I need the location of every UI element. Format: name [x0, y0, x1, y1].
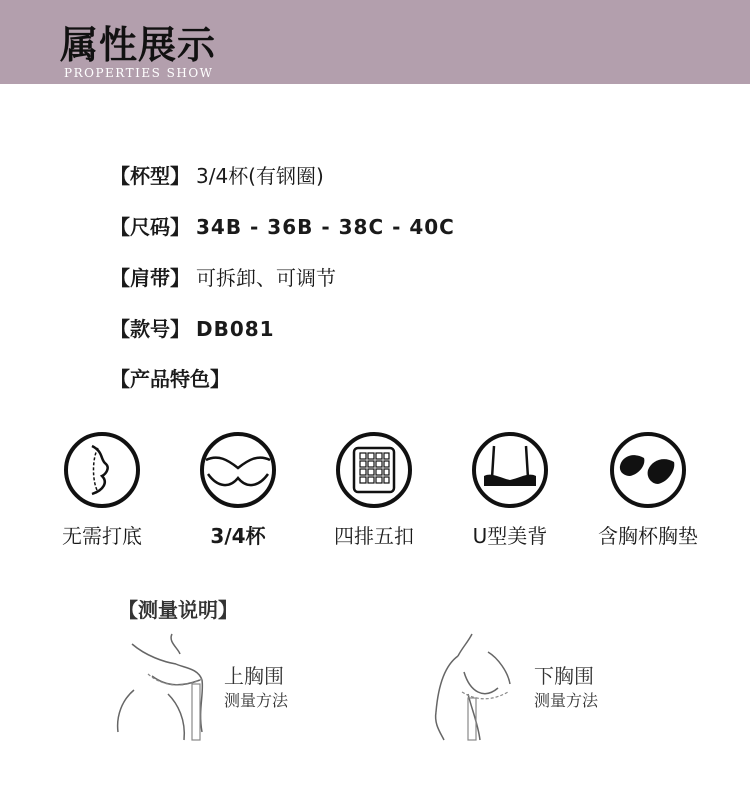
hook-grid-icon — [334, 430, 414, 510]
property-value: 34B - 36B - 38C - 40C — [196, 215, 455, 239]
side-profile-icon — [62, 430, 142, 510]
feature-label: 无需打底 — [62, 524, 142, 548]
property-key: 【产品特色】 — [110, 367, 230, 391]
header-banner — [0, 0, 750, 84]
u-back-icon — [470, 430, 550, 510]
property-value: DB081 — [196, 317, 275, 341]
property-key: 【肩带】 — [110, 266, 190, 290]
property-strap — [110, 262, 336, 291]
property-key: 【款号】 — [110, 317, 190, 341]
under-bust-figure-icon — [428, 632, 538, 742]
feature-label: U型美背 — [472, 524, 548, 548]
page-subtitle: PROPERTIES SHOW — [64, 66, 214, 80]
feature-no-underlayer — [42, 430, 162, 549]
feature-label: 四排五扣 — [334, 524, 414, 548]
feature-four-row-five-hook — [314, 430, 434, 549]
upper-bust-figure-icon — [112, 632, 222, 742]
under-bust-label: 下胸围 — [534, 664, 594, 688]
property-style-no — [110, 313, 275, 342]
bra-pad-icon — [608, 430, 688, 510]
upper-bust-label: 上胸围 — [224, 664, 284, 688]
property-size — [110, 211, 455, 240]
property-value: 可拆卸、可调节 — [196, 266, 336, 290]
property-key: 【尺码】 — [110, 215, 190, 239]
feature-label: 含胸杯胸垫 — [598, 524, 698, 548]
under-bust-method: 测量方法 — [534, 691, 599, 710]
feature-pads-included — [588, 430, 708, 549]
property-key: 【杯型】 — [110, 164, 190, 188]
property-cup-type — [110, 160, 324, 189]
measurement-heading: 【测量说明】 — [118, 598, 238, 622]
feature-label: 3/4杯 — [210, 524, 266, 548]
property-features-heading — [110, 363, 230, 392]
cup-outline-icon — [198, 430, 278, 510]
page-title: 属性展示 — [60, 22, 217, 67]
feature-three-quarter-cup — [178, 430, 298, 549]
feature-u-back — [450, 430, 570, 549]
property-value: 3/4杯(有钢圈) — [196, 164, 324, 188]
upper-bust-method: 测量方法 — [224, 691, 289, 710]
